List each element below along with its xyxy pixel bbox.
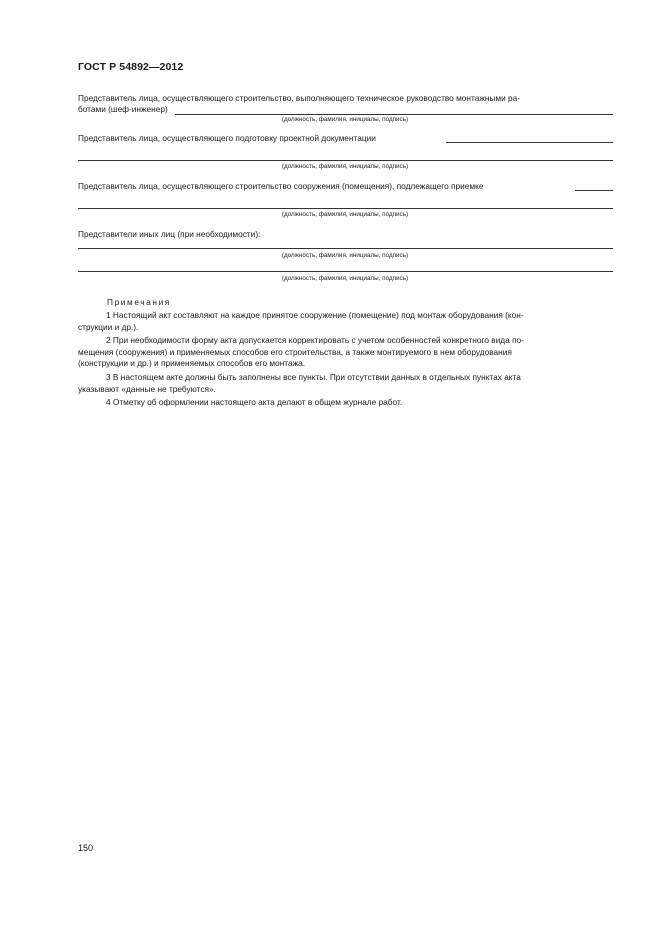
rep1-text-line1: Представитель лица, осуществляющего строительство, выполняющего техническое руководство монтажными ра- xyxy=(78,93,521,103)
rep3-signature-line[interactable] xyxy=(78,208,613,209)
rep3-inline-line[interactable] xyxy=(575,190,613,191)
rep1-text-line2: ботами (шеф-инженер) xyxy=(78,104,168,114)
note-1-line-1: 1 Настоящий акт составляют на каждое принятое сооружение (помещение) под монтаж оборудования (кон- xyxy=(106,310,524,320)
rep4-signature-caption-1: (должность, фамилия, инициалы, подпись) xyxy=(281,252,409,259)
rep2-signature-line[interactable] xyxy=(78,160,613,161)
note-4 xyxy=(78,397,613,409)
rep4-signature-caption-2: (должность, фамилия, инициалы, подпись) xyxy=(281,275,409,282)
rep4-text: Представители иных лиц (при необходимости): xyxy=(78,229,261,239)
standard-header: ГОСТ Р 54892—2012 xyxy=(78,61,184,73)
note-1 xyxy=(78,310,613,333)
rep4-signature-line-1[interactable] xyxy=(78,248,613,249)
rep3-signature-caption: (должность, фамилия, инициалы, подпись) xyxy=(281,211,409,218)
rep2-signature-caption: (должность, фамилия, инициалы, подпись) xyxy=(281,163,409,170)
note-1-line-2: струкции и др.). xyxy=(78,321,139,332)
notes-title: Примечания xyxy=(107,297,171,307)
rep1-signature-caption: (должность, фамилия, инициалы, подпись) xyxy=(281,116,409,123)
rep2-inline-line[interactable] xyxy=(446,142,613,143)
note-2-line-2: мещения (сооружения) и применяемых способов его строительства, а также монтируемого в нем оборудования xyxy=(78,346,512,357)
note-2 xyxy=(78,335,613,370)
rep4-signature-line-2[interactable] xyxy=(78,271,613,272)
rep1-signature-line[interactable] xyxy=(175,114,613,115)
note-3 xyxy=(78,372,613,395)
rep3-text: Представитель лица, осуществляющего строительство сооружения (помещения), подлежащего приемке xyxy=(78,181,484,191)
note-2-line-1: 2 При необходимости форму акта допускается корректировать с учетом особенностей конкретного вида по- xyxy=(106,335,524,345)
note-2-line-3: (конструкции и др.) и применяемых способов его монтажа. xyxy=(78,358,306,368)
note-3-line-1: 3 В настоящем акте должны быть заполнены все пункты. При отсутствии данных в отдельных пунктах акта xyxy=(106,372,521,382)
note-4-text: 4 Отметку об оформлении настоящего акта делают в общем журнале работ. xyxy=(106,397,403,407)
note-3-line-2: указывают «данные не требуются». xyxy=(78,383,216,394)
rep2-text: Представитель лица, осуществляющего подготовку проектной документации xyxy=(78,133,376,143)
page-number: 150 xyxy=(78,843,94,853)
